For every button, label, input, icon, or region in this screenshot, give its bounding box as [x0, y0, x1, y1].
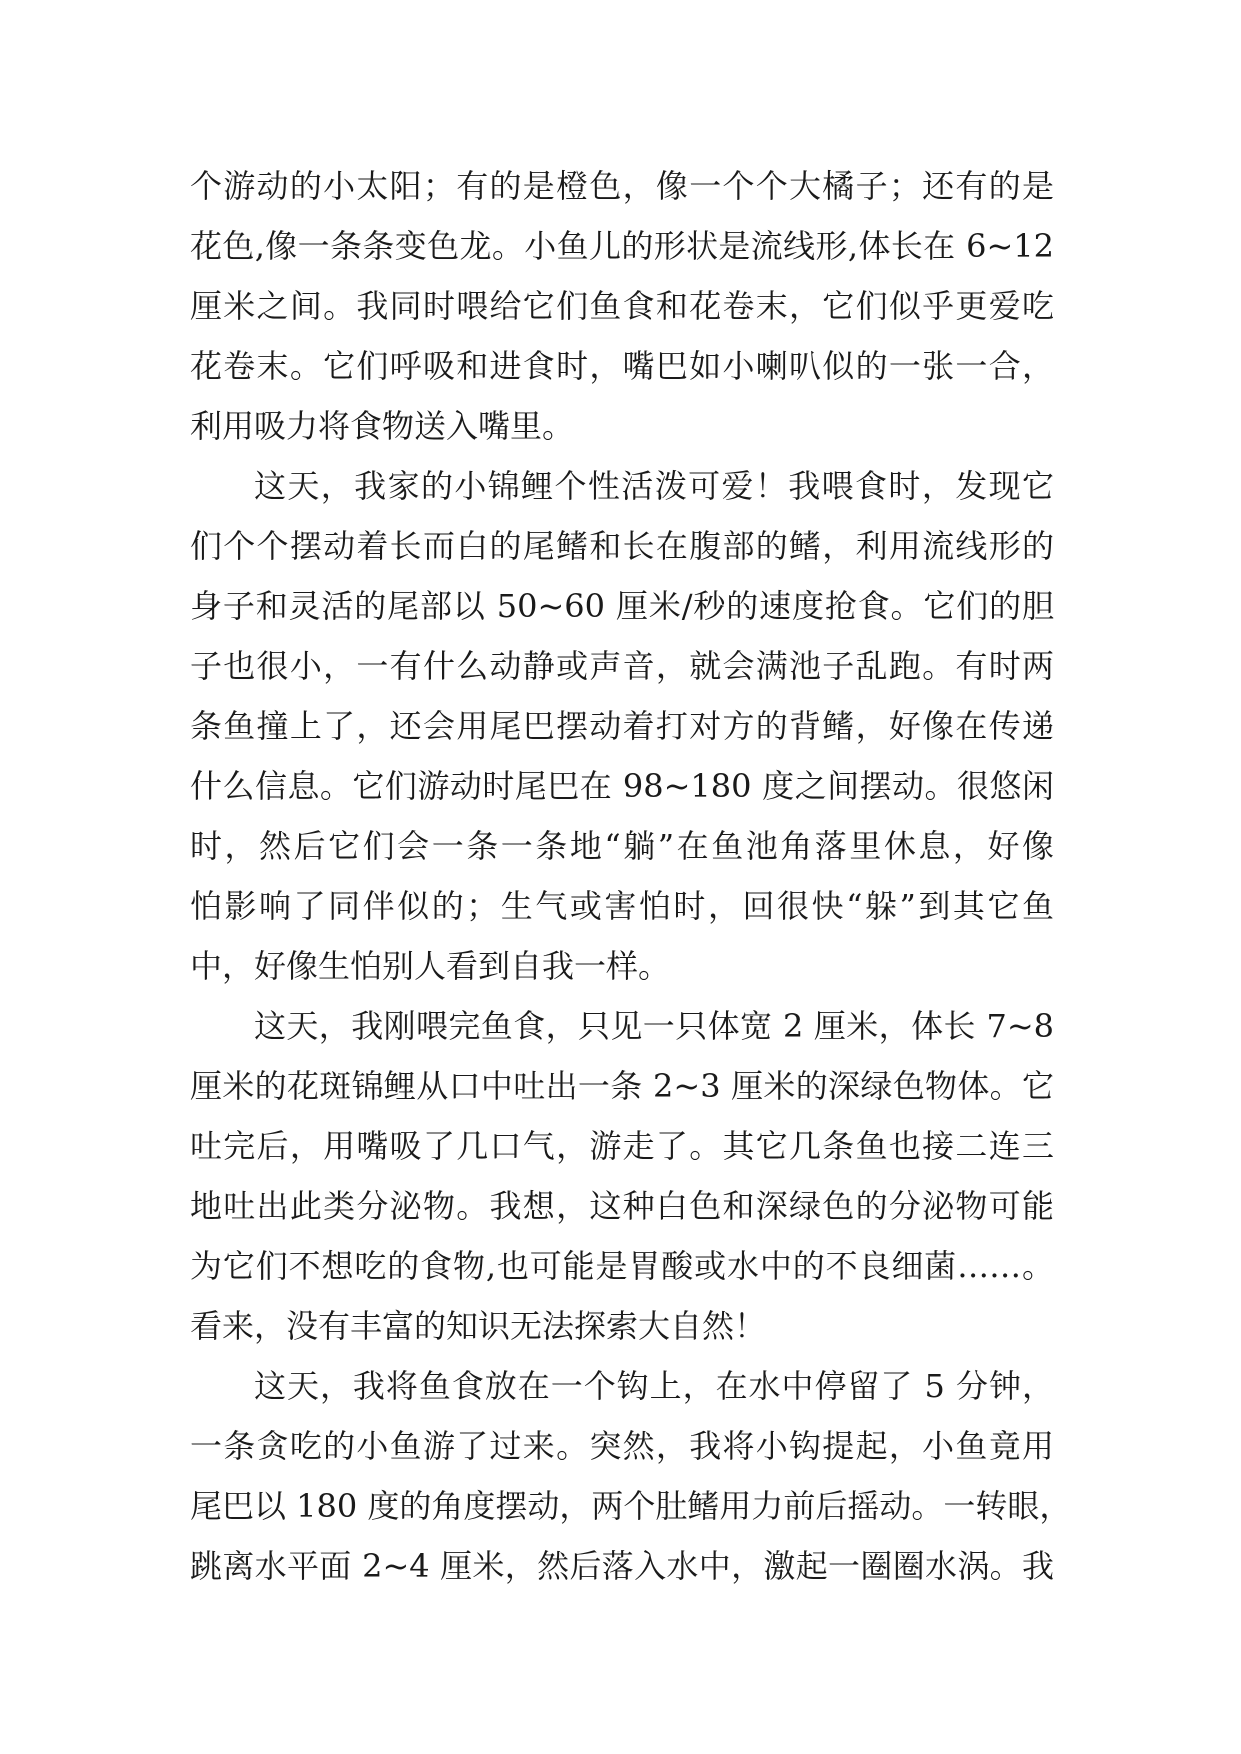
text-line: 什么信息。它们游动时尾巴在 98~180 度之间摆动。很悠闲: [190, 767, 1054, 805]
text-line: 花卷末。它们呼吸和进食时，嘴巴如小喇叭似的一张一合，: [190, 347, 1054, 385]
text-line: 怕影响了同伴似的；生气或害怕时，回很快“躲”到其它鱼: [190, 887, 1054, 925]
text-line: 身子和灵活的尾部以 50~60 厘米/秒的速度抢食。它们的胆: [190, 587, 1054, 625]
text-line: 跳离水平面 2~4 厘米，然后落入水中，激起一圈圈水涡。我: [190, 1547, 1054, 1585]
text-line: 条鱼撞上了，还会用尾巴摆动着打对方的背鳍，好像在传递: [190, 707, 1054, 745]
text-line: 为它们不想吃的食物,也可能是胃酸或水中的不良细菌……。: [190, 1247, 1054, 1285]
text-line: 吐完后，用嘴吸了几口气，游走了。其它几条鱼也接二连三: [190, 1127, 1054, 1165]
text-line: 尾巴以 180 度的角度摆动，两个肚鳍用力前后摇动。一转眼，: [190, 1487, 1072, 1525]
text-line: 厘米之间。我同时喂给它们鱼食和花卷末，它们似乎更爱吃: [190, 287, 1054, 325]
text-line: 地吐出此类分泌物。我想，这种白色和深绿色的分泌物可能: [190, 1187, 1054, 1225]
text-line: 花色,像一条条变色龙。小鱼儿的形状是流线形,体长在 6~12: [190, 227, 1054, 265]
paragraph-first-line: 这天，我家的小锦鲤个性活泼可爱！我喂食时，发现它: [254, 467, 1054, 505]
body-text: [190, 156, 1072, 1596]
text-line: 中，好像生怕别人看到自我一样。: [190, 947, 671, 985]
paragraph-first-line: 这天，我刚喂完鱼食，只见一只体宽 2 厘米，体长 7~8: [254, 1007, 1054, 1045]
text-line: 厘米的花斑锦鲤从口中吐出一条 2~3 厘米的深绿色物体。它: [190, 1067, 1054, 1105]
paragraph-first-line: 这天，我将鱼食放在一个钩上，在水中停留了 5 分钟，: [254, 1367, 1054, 1405]
text-line: 一条贪吃的小鱼游了过来。突然，我将小钩提起，小鱼竟用: [190, 1427, 1054, 1465]
text-line: 子也很小，一有什么动静或声音，就会满池子乱跑。有时两: [190, 647, 1054, 685]
text-line: 看来，没有丰富的知识无法探索大自然！: [190, 1307, 767, 1345]
text-line: 们个个摆动着长而白的尾鳍和长在腹部的鳍，利用流线形的: [190, 527, 1054, 565]
text-line: 时，然后它们会一条一条地“躺”在鱼池角落里休息，好像: [190, 827, 1054, 865]
text-line: 利用吸力将食物送入嘴里。: [190, 407, 575, 445]
text-line: 个游动的小太阳；有的是橙色，像一个个大橘子；还有的是: [190, 167, 1054, 205]
